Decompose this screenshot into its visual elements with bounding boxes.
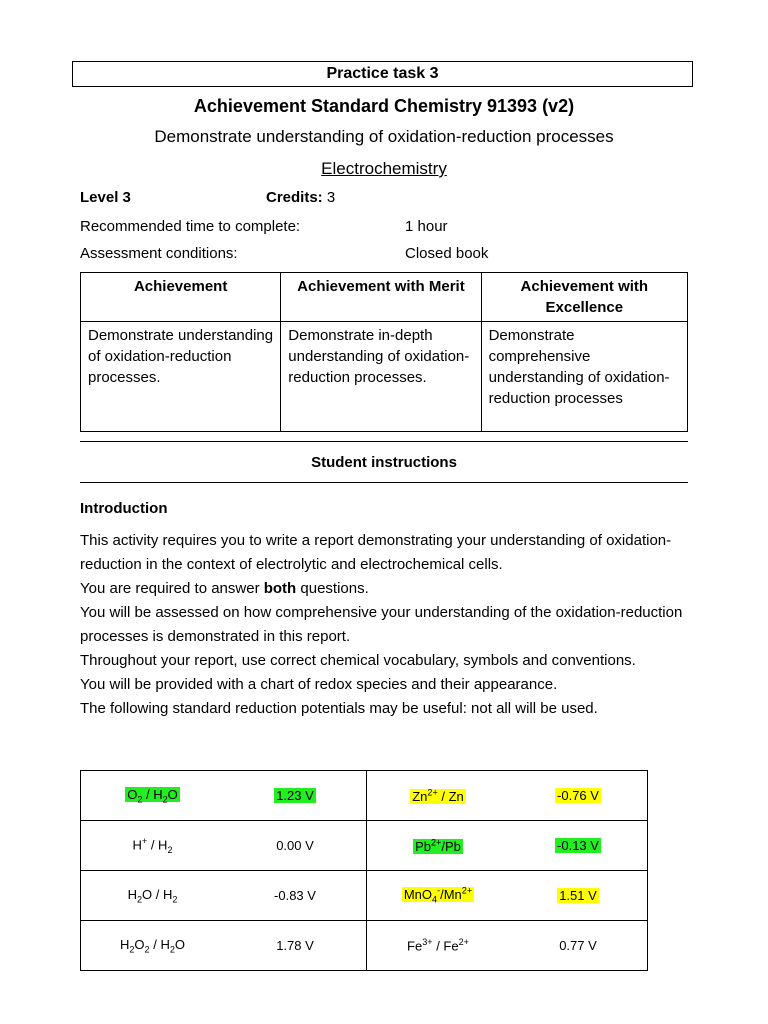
reduction-potentials-table xyxy=(80,770,648,971)
highlight: 1.23 V xyxy=(276,788,314,803)
couple: $H_2O / H_2$ xyxy=(81,871,225,921)
table-row xyxy=(81,771,648,821)
couple xyxy=(367,871,510,921)
potential-value: 1.78 V xyxy=(224,921,367,971)
criteria-header: Achievement with Excellence xyxy=(481,273,687,322)
conditions-value: Closed book xyxy=(405,245,489,262)
couple xyxy=(367,821,510,871)
criteria-header: Achievement xyxy=(81,273,281,322)
criteria-cell: Demonstrate in-depth understanding of oxidation-reduction processes. xyxy=(281,322,481,432)
divider xyxy=(80,482,688,483)
couple xyxy=(81,771,225,821)
topic-heading: Electrochemistry xyxy=(321,159,447,178)
standard-subtitle: Demonstrate understanding of oxidation-reduction processes xyxy=(154,127,614,146)
credits-label: Credits: xyxy=(266,189,323,206)
time-label: Recommended time to complete: xyxy=(80,218,301,235)
highlight: 1.51 V xyxy=(559,888,597,903)
paragraph: This activity requires you to write a report demonstrating your understanding of oxidation-reduction in the context of electrolytic and electrochemical cells. xyxy=(80,532,672,573)
practice-task-title: Practice task 3 xyxy=(72,61,693,87)
paragraph: You will be assessed on how comprehensive your understanding of the oxidation-reduction processes is demonstrated in this report. xyxy=(80,604,683,645)
paragraph xyxy=(80,577,690,601)
couple xyxy=(367,771,510,821)
paragraph: The following standard reduction potentials may be useful: not all will be used. xyxy=(80,700,598,717)
table-row xyxy=(81,871,648,921)
standard-heading: Achievement Standard Chemistry 91393 (v2) xyxy=(193,96,575,116)
potential-value xyxy=(224,771,367,821)
highlight: $O_2 / H_2O$ xyxy=(127,786,178,805)
time-value: 1 hour xyxy=(405,218,448,235)
potential-value xyxy=(509,821,648,871)
table-row xyxy=(81,921,648,971)
paragraph: Throughout your report, use correct chemical vocabulary, symbols and conventions. xyxy=(80,652,636,669)
paragraph-text: You are required to answer xyxy=(80,580,264,597)
potential-value: -0.83 V xyxy=(224,871,367,921)
criteria-table xyxy=(80,272,688,432)
criteria-header: Achievement with Merit xyxy=(281,273,481,322)
potential-value xyxy=(509,871,648,921)
student-instructions-heading: Student instructions xyxy=(311,454,457,471)
criteria-cell: Demonstrate comprehensive understanding of oxidation-reduction processes xyxy=(481,322,687,432)
highlight: $Zn^{2+}$ / Zn xyxy=(412,787,464,804)
introduction-heading: Introduction xyxy=(80,500,168,517)
couple: $H_2O_2 / H_2O$ xyxy=(81,921,225,971)
highlight: $MnO_4^-/Mn^{2+}$ xyxy=(403,886,473,905)
divider xyxy=(80,441,688,442)
credits xyxy=(266,189,335,206)
highlight: -0.76 V xyxy=(557,788,599,803)
instructions-body xyxy=(80,529,690,721)
paragraph-text: questions. xyxy=(296,580,369,597)
paragraph: You will be provided with a chart of redox species and their appearance. xyxy=(80,676,558,693)
couple: $Fe^{3+} / Fe^{2+}$ xyxy=(367,921,510,971)
highlight: $Pb^{2+}/Pb$ xyxy=(415,837,461,854)
highlight: -0.13 V xyxy=(557,838,599,853)
conditions-label: Assessment conditions: xyxy=(80,245,238,262)
level-label: Level 3 xyxy=(80,189,131,206)
couple: $H^+ / H_2$ xyxy=(81,821,225,871)
potential-value xyxy=(509,771,648,821)
credits-value: 3 xyxy=(326,189,336,206)
potential-value: 0.00 V xyxy=(224,821,367,871)
table-row xyxy=(81,821,648,871)
potential-value: 0.77 V xyxy=(509,921,648,971)
paragraph-bold: both xyxy=(263,580,297,597)
criteria-cell: Demonstrate understanding of oxidation-reduction processes. xyxy=(81,322,281,432)
